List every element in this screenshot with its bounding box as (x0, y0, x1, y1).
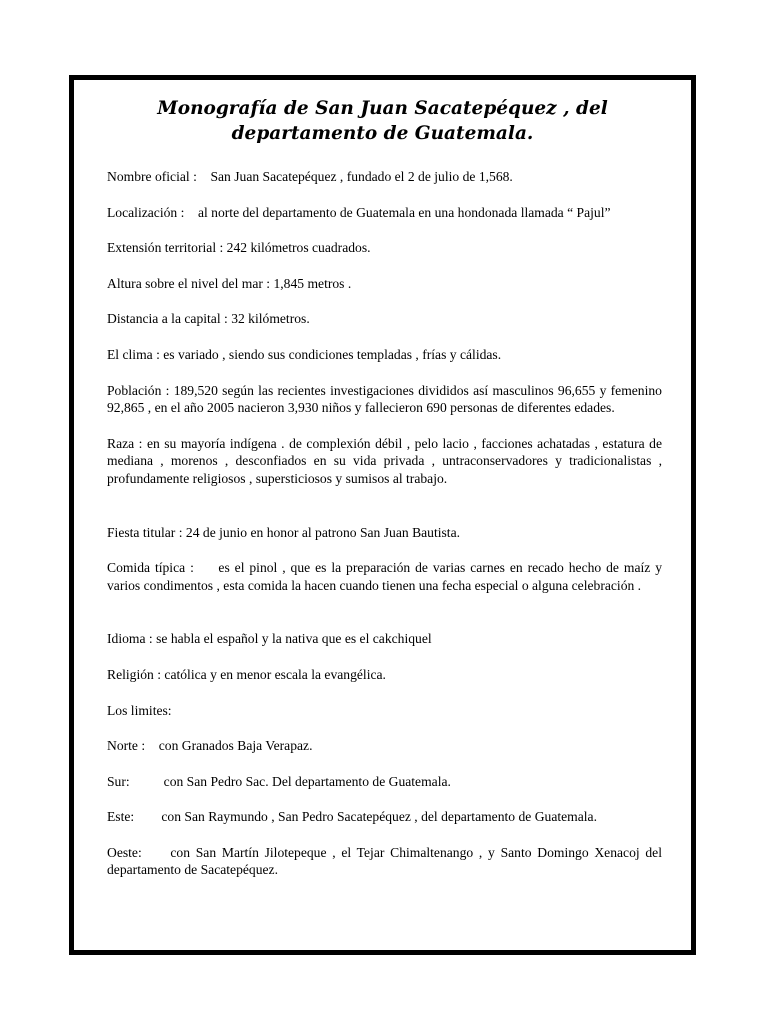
entry-clima (107, 346, 662, 364)
entry-value: se habla el español y la nativa que es el cakchiquel (156, 631, 432, 647)
entry-value: es el pinol , que es la preparación de varias carnes en recado hecho de maíz y varios condimentos , esta comida la hacen cuando tienen una fecha especial o alguna celebración . (107, 560, 662, 593)
document-title (74, 96, 691, 146)
entry-value: 24 de junio en honor al patrono San Juan Bautista. (185, 524, 461, 540)
entry-este (107, 808, 662, 826)
entry-label: Oeste: (107, 844, 171, 860)
title-line-2: departamento de Guatemala. (231, 123, 534, 144)
entry-value: 32 kilómetros. (231, 311, 310, 327)
entry-value: es variado , siendo sus condiciones templadas , frías y cálidas. (163, 346, 502, 362)
entry-label: Idioma : (107, 631, 157, 647)
entry-value: en su mayoría indígena . de complexión débil , pelo lacio , facciones achatadas , estatura de mediana , morenos , desconfiados en su vida privada , untraconservadores y tradicionalistas , profundamente religiosos , supersticiosos y sumisos al trabajo. (107, 435, 662, 486)
entry-label: Norte : (107, 738, 159, 754)
entry-norte (107, 737, 662, 755)
entry-label: Fiesta titular : (107, 524, 186, 540)
limites-heading: Los limites: (107, 702, 172, 718)
entry-value: 242 kilómetros cuadrados. (226, 240, 371, 256)
entry-value: con San Raymundo , San Pedro Sacatepéquez , del departamento de Guatemala. (161, 809, 597, 825)
entry-nombre-oficial (107, 168, 662, 186)
entry-label: Sur: (107, 773, 164, 789)
entry-label: Religión : (107, 666, 165, 682)
entry-value: con San Pedro Sac. Del departamento de Guatemala. (163, 773, 451, 789)
entry-value: con Granados Baja Verapaz. (158, 738, 313, 754)
document-body (107, 168, 662, 879)
entry-label: Población : (107, 382, 174, 398)
entry-comida (107, 559, 662, 594)
entry-label: Localización : (107, 204, 198, 220)
entry-distancia (107, 310, 662, 328)
entry-value: 1,845 metros . (273, 275, 352, 291)
title-line-1: Monografía de San Juan Sacatepéquez , del (157, 98, 608, 119)
bordered-frame (69, 75, 696, 955)
entry-label: Nombre oficial : (107, 169, 211, 184)
entry-label: Altura sobre el nivel del mar : (107, 275, 274, 291)
entry-label: El clima : (107, 346, 164, 362)
entry-value: con San Martín Jilotepeque , el Tejar Chimaltenango , y Santo Domingo Xenacoj del departamento de Sacatepéquez. (107, 844, 662, 878)
entry-raza (107, 435, 662, 488)
entry-extension (107, 239, 662, 257)
entry-value: católica y en menor escala la evangélica. (164, 666, 386, 682)
entry-sur (107, 773, 662, 791)
entry-value: San Juan Sacatepéquez , fundado el 2 de julio de 1,568. (210, 169, 513, 184)
entry-label: Distancia a la capital : (107, 311, 232, 327)
entry-label: Extensión territorial : (107, 240, 227, 256)
entry-altura (107, 275, 662, 293)
entry-localizacion (107, 204, 662, 222)
entry-religion (107, 666, 662, 684)
entry-oeste (107, 844, 662, 879)
entry-fiesta (107, 524, 662, 542)
entry-idioma (107, 630, 662, 648)
entry-label: Este: (107, 809, 162, 825)
entry-label: Comida típica : (107, 560, 219, 576)
entry-value: 189,520 según las recientes investigaciones divididos así masculinos 96,655 y femenino 92,865 , en el año 2005 nacieron 3,930 niños y fallecieron 690 personas de diferentes edades. (107, 382, 662, 416)
entry-poblacion (107, 382, 662, 417)
entry-value: al norte del departamento de Guatemala en una hondonada llamada “ Pajul” (197, 204, 611, 220)
entry-label: Raza : (107, 435, 147, 451)
